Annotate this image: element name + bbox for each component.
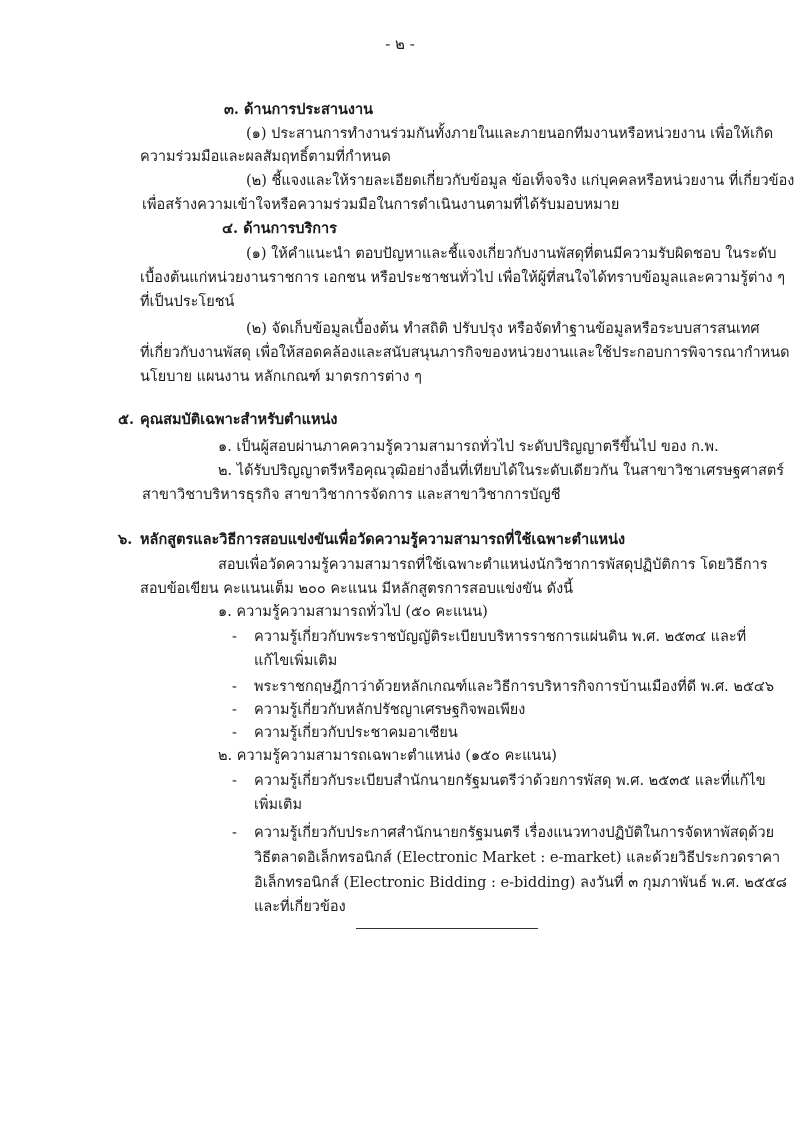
- section-3-item-1-line-1: (๑) ประสานการทำงานร่วมกันทั้งภายในและภายนอกทีมงานหรือหน่วยงาน เพื่อให้เกิด: [246, 126, 774, 142]
- part-2-title: ๒. ความรู้ความสามารถเฉพาะตำแหน่ง (๑๕๐ คะแนน): [218, 748, 557, 764]
- bullet: -: [232, 629, 237, 645]
- section-6-number: ๖.: [118, 531, 133, 548]
- part-1-bullet-3: ความรู้เกี่ยวกับหลักปรัชญาเศรษฐกิจพอเพียง: [254, 702, 526, 718]
- section-6-intro-line-2: สอบข้อเขียน คะแนนเต็ม ๒๐๐ คะแนน มีหลักสูตรการสอบแข่งขัน ดังนี้: [140, 581, 574, 597]
- section-4-heading: ๔. ด้านการบริการ: [222, 220, 337, 237]
- section-4-item-2-line-2: ที่เกี่ยวกับงานพัสดุ เพื่อให้สอดคล้องและสนับสนุนภารกิจของหน่วยงานและใช้ประกอบการพิจารณากำหนด: [140, 345, 790, 361]
- part-1-bullet-4: ความรู้เกี่ยวกับประชาคมอาเซียน: [254, 725, 458, 741]
- section-5-item-2-line-2: สาขาวิชาบริหารธุรกิจ สาขาวิชาการจัดการ และสาขาวิชาการบัญชี: [142, 487, 561, 503]
- part-2-bullet-1-line-2: เพิ่มเติม: [254, 797, 303, 813]
- section-5-item-1: ๑. เป็นผู้สอบผ่านภาคความรู้ความสามารถทั่วไป ระดับปริญญาตรีขึ้นไป ของ ก.พ.: [218, 439, 719, 455]
- section-4-item-1-line-2: เบื้องต้นแก่หน่วยงานราชการ เอกชน หรือประชาชนทั่วไป เพื่อให้ผู้ที่สนใจได้ทราบข้อมูลและความรู้ต่าง ๆ: [140, 270, 786, 286]
- section-5-item-2-line-1: ๒. ได้รับปริญญาตรีหรือคุณวุฒิอย่างอื่นที่เทียบได้ในระดับเดียวกัน ในสาขาวิชาเศรษฐศาสตร์: [218, 463, 785, 479]
- part-2-bullet-2-line-3: อิเล็กทรอนิกส์ (Electronic Bidding : e-bidding) ลงวันที่ ๓ กุมภาพันธ์ พ.ศ. ๒๕๕๘: [254, 875, 787, 891]
- section-5-heading: คุณสมบัติเฉพาะสำหรับตำแหน่ง: [140, 411, 338, 428]
- section-4-item-1-line-3: ที่เป็นประโยชน์: [140, 294, 235, 310]
- part-1-title: ๑. ความรู้ความสามารถทั่วไป (๕๐ คะแนน): [218, 604, 488, 620]
- section-4-item-1-line-1: (๑) ให้คำแนะนำ ตอบปัญหาและชี้แจงเกี่ยวกับงานพัสดุที่ตนมีความรับผิดชอบ ในระดับ: [246, 246, 777, 262]
- bullet: -: [232, 679, 237, 695]
- part-2-bullet-2-line-2: วิธีตลาดอิเล็กทรอนิกส์ (Electronic Market : e-market) และด้วยวิธีประกวดราคา: [254, 850, 781, 866]
- bullet: -: [232, 773, 237, 789]
- part-2-bullet-2-line-4: และที่เกี่ยวข้อง: [254, 899, 346, 915]
- bullet: -: [232, 702, 237, 718]
- section-3-item-1-line-2: ความร่วมมือและผลสัมฤทธิ์ตามที่กำหนด: [140, 149, 391, 165]
- end-divider: [356, 928, 538, 929]
- part-1-bullet-1-line-2: แก้ไขเพิ่มเติม: [254, 653, 338, 669]
- section-5-number: ๕.: [118, 411, 135, 428]
- part-1-bullet-2: พระราชกฤษฎีกาว่าด้วยหลักเกณฑ์และวิธีการบริหารกิจการบ้านเมืองที่ดี พ.ศ. ๒๕๔๖: [254, 679, 775, 695]
- part-2-bullet-2-line-1: ความรู้เกี่ยวกับประกาศสำนักนายกรัฐมนตรี เรื่องแนวทางปฏิบัติในการจัดหาพัสดุด้วย: [254, 825, 775, 841]
- bullet: -: [232, 825, 237, 841]
- bullet: -: [232, 725, 237, 741]
- page-number: - ๒ -: [385, 35, 415, 53]
- section-4-item-2-line-1: (๒) จัดเก็บข้อมูลเบื้องต้น ทำสถิติ ปรับปรุง หรือจัดทำฐานข้อมูลหรือระบบสารสนเทศ: [246, 321, 760, 337]
- section-6-intro-line-1: สอบเพื่อวัดความรู้ความสามารถที่ใช้เฉพาะตำแหน่งนักวิชาการพัสดุปฏิบัติการ โดยวิธีการ: [218, 557, 768, 573]
- section-4-item-2-line-3: นโยบาย แผนงาน หลักเกณฑ์ มาตรการต่าง ๆ: [140, 369, 422, 385]
- section-6-heading: หลักสูตรและวิธีการสอบแข่งขันเพื่อวัดความรู้ความสามารถที่ใช้เฉพาะตำแหน่ง: [140, 531, 626, 548]
- part-2-bullet-1-line-1: ความรู้เกี่ยวกับระเบียบสำนักนายกรัฐมนตรีว่าด้วยการพัสดุ พ.ศ. ๒๕๓๕ และที่แก้ไข: [254, 773, 766, 789]
- part-1-bullet-1-line-1: ความรู้เกี่ยวกับพระราชบัญญัติระเบียบบริหารราชการแผ่นดิน พ.ศ. ๒๕๓๔ และที่: [254, 629, 747, 645]
- section-3-item-2-line-1: (๒) ชี้แจงและให้รายละเอียดเกี่ยวกับข้อมูล ข้อเท็จจริง แก่บุคคลหรือหน่วยงาน ที่เกี่ยวข้อง: [246, 173, 795, 189]
- section-3-heading: ๓. ด้านการประสานงาน: [224, 101, 374, 118]
- section-3-item-2-line-2: เพื่อสร้างความเข้าใจหรือความร่วมมือในการดำเนินงานตามที่ได้รับมอบหมาย: [142, 197, 620, 213]
